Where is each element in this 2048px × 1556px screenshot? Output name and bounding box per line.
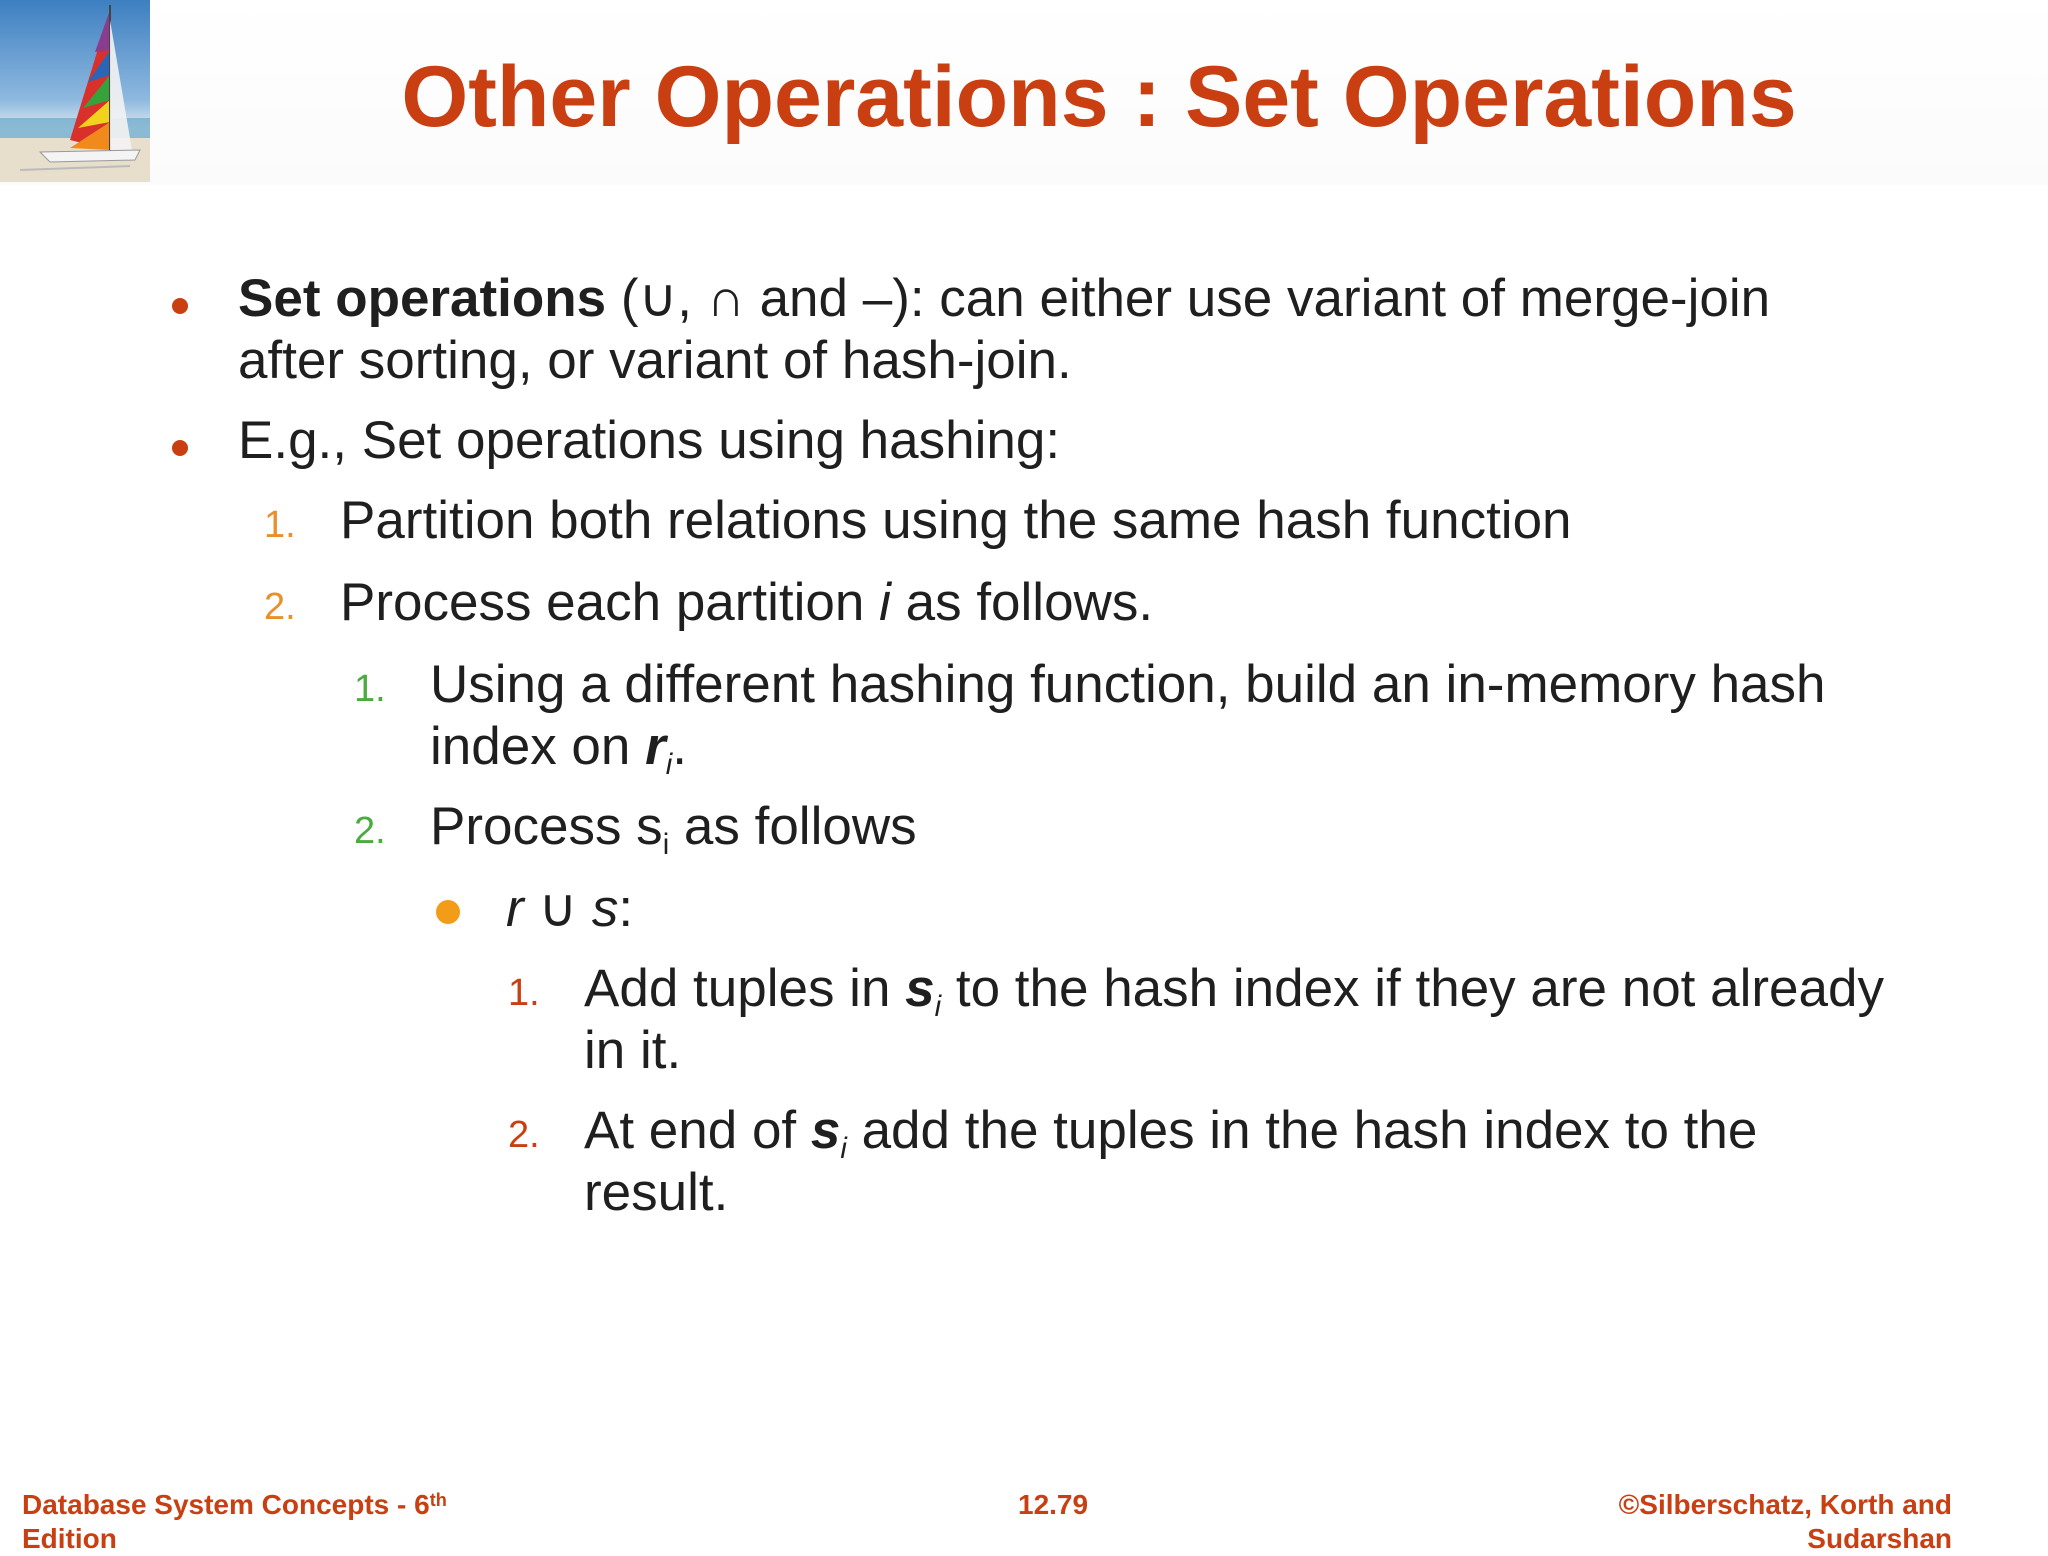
step-number: 2. [264,586,296,628]
bullet-dot [172,440,188,456]
set-operations-rest: (∪, ∩ and –): can either use variant of merge-join [606,269,1771,328]
footer-page-number: 12.79 [1018,1489,1089,1520]
union-heading [506,878,633,940]
union-step-end-line1 [584,1100,1758,1166]
substep-text: Process s [430,797,663,856]
substep-number: 1. [354,668,386,710]
substep-text: . [672,717,687,776]
union-step-text: add the tuples in the hash index to the [846,1101,1758,1160]
bullet-dot [172,298,188,314]
union-step-add-tuples-line1 [584,958,1884,1024]
union-colon: : [618,879,634,938]
union-step-text: Add tuples in [584,959,906,1018]
substep-number: 2. [354,810,386,852]
step-number: 1. [264,504,296,546]
substep-subscript: i [662,829,670,862]
union-step-text: At end of [584,1101,811,1160]
substep-process-si [430,796,917,862]
union-step-end-line2: result. [584,1163,729,1222]
union-step-text: to the hash index if they are not already [941,959,1884,1018]
step-var: i [879,573,891,632]
footer-right [1612,1488,1952,1556]
union-op: ∪ [523,879,592,938]
union-step-number: 1. [508,972,540,1014]
footer-copyright: ©Silberschatz, Korth and [1618,1489,1952,1520]
union-step-number: 2. [508,1114,540,1156]
bullet-set-operations-line1 [238,268,1770,330]
substep-build-index-line2 [430,716,687,782]
footer-sup: th [429,1489,447,1510]
bullet-dot [436,900,460,924]
union-step-add-tuples-line2: in it. [584,1021,682,1080]
substep-text: as follows [669,797,917,856]
union-r: r [506,879,524,938]
union-s: s [591,879,619,938]
substep-build-index-line1: Using a different hashing function, build an in-memory hash [430,655,1826,714]
substep-var: r [645,717,666,776]
step-process-partition [340,572,1153,634]
step-text: as follows. [890,573,1154,632]
set-operations-bold: Set operations [238,269,607,328]
footer-book-title: Database System Concepts - 6 [22,1489,430,1520]
union-step-var: s [810,1101,841,1160]
step-partition: Partition both relations using the same hash function [340,491,1572,550]
substep-text: index on [430,717,646,776]
union-step-var: s [905,959,935,1018]
slide-title: Other Operations : Set Operations [401,49,1797,145]
step-text: Process each partition [340,573,880,632]
union-step-subscript: i [840,1133,847,1166]
union-step-subscript: i [934,991,942,1024]
bullet-set-operations-line2: after sorting, or variant of hash-join. [238,331,1072,390]
footer-copyright-cont: Sudarshan [1807,1523,1952,1554]
bullet-eg-hashing: E.g., Set operations using hashing: [238,411,1061,470]
substep-subscript: i [665,749,673,782]
footer-book-title-cont: Edition [22,1523,117,1554]
footer-left [22,1488,447,1556]
